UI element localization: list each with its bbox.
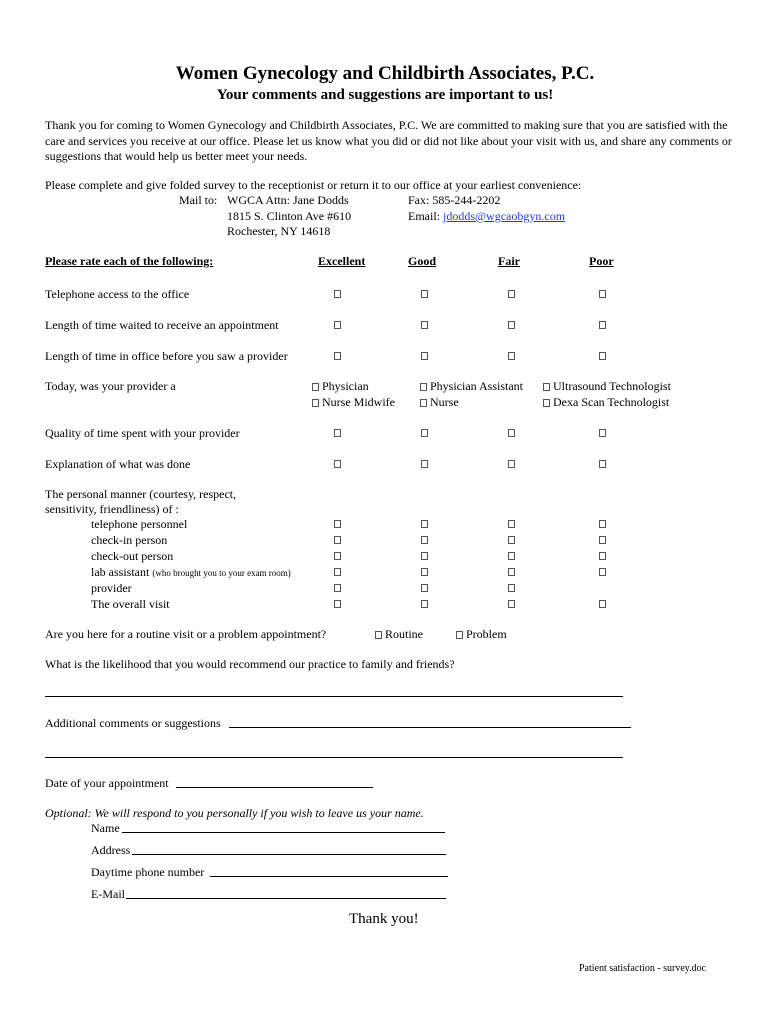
- checkbox[interactable]: [599, 460, 606, 468]
- checkbox[interactable]: [420, 383, 427, 391]
- checkbox[interactable]: [421, 429, 428, 437]
- option-nurse-midwife[interactable]: [312, 395, 395, 409]
- mail-line3: Rochester, NY 14618: [227, 224, 331, 238]
- comments-line-2[interactable]: [45, 757, 623, 758]
- email-field-label: E-Mail: [91, 887, 125, 901]
- checkbox[interactable]: [599, 429, 606, 437]
- mail-line1: WGCA Attn: Jane Dodds: [227, 193, 349, 207]
- mail-label: Mail to:: [179, 193, 218, 207]
- manner-lab-assistant: [91, 565, 291, 580]
- option-label: Physician: [322, 379, 369, 393]
- checkbox[interactable]: [375, 631, 382, 639]
- checkbox[interactable]: [421, 600, 428, 608]
- column-poor: Poor: [589, 254, 614, 268]
- question-telephone-access: Telephone access to the office: [45, 287, 190, 301]
- question-quality-time: Quality of time spent with your provider: [45, 426, 240, 440]
- checkbox[interactable]: [312, 383, 319, 391]
- checkbox[interactable]: [421, 568, 428, 576]
- checkbox[interactable]: [421, 290, 428, 298]
- checkbox[interactable]: [334, 568, 341, 576]
- checkbox[interactable]: [334, 290, 341, 298]
- checkbox[interactable]: [508, 321, 515, 329]
- manner-check-out-person: check-out person: [91, 549, 174, 563]
- lab-assistant-label: lab assistant: [91, 565, 153, 579]
- manner-telephone-personnel: telephone personnel: [91, 517, 188, 531]
- form-subtitle: Your comments and suggestions are important to us!: [216, 87, 554, 103]
- checkbox[interactable]: [421, 352, 428, 360]
- checkbox[interactable]: [508, 584, 515, 592]
- checkbox[interactable]: [334, 552, 341, 560]
- checkbox[interactable]: [599, 321, 606, 329]
- phone-field[interactable]: [210, 876, 448, 877]
- comments-line[interactable]: [229, 727, 631, 728]
- checkbox[interactable]: [599, 520, 606, 528]
- option-label: Dexa Scan Technologist: [553, 395, 670, 409]
- address-field[interactable]: [132, 854, 446, 855]
- question-office-wait: Length of time in office before you saw a provider: [45, 349, 288, 363]
- column-good: Good: [408, 254, 437, 268]
- checkbox[interactable]: [543, 383, 550, 391]
- checkbox[interactable]: [334, 520, 341, 528]
- option-label: Nurse Midwife: [322, 395, 395, 409]
- form-title: Women Gynecology and Childbirth Associates, P.C.: [175, 63, 595, 84]
- checkbox[interactable]: [421, 536, 428, 544]
- checkbox[interactable]: [334, 536, 341, 544]
- checkbox[interactable]: [599, 536, 606, 544]
- checkbox[interactable]: [508, 460, 515, 468]
- option-label: Ultrasound Technologist: [553, 379, 671, 393]
- column-excellent: Excellent: [318, 254, 366, 268]
- checkbox[interactable]: [599, 552, 606, 560]
- mail-line2: 1815 S. Clinton Ave #610: [227, 209, 352, 223]
- checkbox[interactable]: [599, 290, 606, 298]
- fax-number: Fax: 585-244-2202: [408, 193, 501, 207]
- appointment-date-field[interactable]: [176, 787, 373, 788]
- checkbox[interactable]: [334, 321, 341, 329]
- checkbox[interactable]: [543, 399, 550, 407]
- checkbox[interactable]: [508, 536, 515, 544]
- instructions-text: Please complete and give folded survey to the receptionist or return it to our office at your earliest convenience:: [45, 178, 582, 192]
- question-visit-type: Are you here for a routine visit or a problem appointment?: [45, 627, 327, 641]
- email-link[interactable]: jdodds@wgcaobgyn.com: [443, 209, 566, 223]
- phone-label: Daytime phone number: [91, 865, 205, 879]
- checkbox[interactable]: [420, 399, 427, 407]
- footer-filename: Patient satisfaction - survey.doc: [579, 963, 707, 974]
- option-ultrasound-technologist[interactable]: [543, 379, 671, 393]
- option-label: Routine: [385, 627, 423, 641]
- name-label: Name: [91, 821, 120, 835]
- checkbox[interactable]: [508, 290, 515, 298]
- name-field[interactable]: [122, 832, 445, 833]
- thank-you-text: Thank you!: [349, 911, 419, 927]
- option-label: Nurse: [430, 395, 459, 409]
- lab-assistant-note: (who brought you to your exam room): [152, 568, 291, 578]
- option-routine[interactable]: [375, 627, 423, 641]
- checkbox[interactable]: [421, 321, 428, 329]
- appointment-date-label: Date of your appointment: [45, 776, 169, 790]
- checkbox[interactable]: [334, 600, 341, 608]
- checkbox[interactable]: [508, 352, 515, 360]
- question-provider-type: Today, was your provider a: [45, 379, 176, 393]
- checkbox[interactable]: [421, 552, 428, 560]
- checkbox[interactable]: [508, 552, 515, 560]
- intro-paragraph: Thank you for coming to Women Gynecology and Childbirth Associates, P.C. We are committed to making sure that you are satisfied with the care and services you receive at our office. Please let us know what you did or did not like about your visit with us, and share any comments or suggestions that would help us better meet your needs.: [45, 118, 732, 163]
- option-dexa-scan-technologist[interactable]: [543, 395, 669, 409]
- checkbox[interactable]: [508, 520, 515, 528]
- checkbox[interactable]: [508, 568, 515, 576]
- checkbox[interactable]: [334, 584, 341, 592]
- option-nurse[interactable]: [420, 395, 459, 409]
- checkbox[interactable]: [334, 429, 341, 437]
- email-field[interactable]: [126, 898, 446, 899]
- checkbox[interactable]: [456, 631, 463, 639]
- email-label: Email:: [408, 209, 443, 223]
- checkbox[interactable]: [508, 429, 515, 437]
- checkbox[interactable]: [421, 584, 428, 592]
- checkbox[interactable]: [421, 460, 428, 468]
- question-personal-manner-line2: sensitivity, friendliness) of :: [45, 502, 179, 516]
- manner-check-in-person: check-in person: [91, 533, 168, 547]
- checkbox[interactable]: [334, 352, 341, 360]
- email-contact: [408, 209, 565, 223]
- question-appointment-wait: Length of time waited to receive an appointment: [45, 318, 279, 332]
- checkbox[interactable]: [334, 460, 341, 468]
- recommend-answer-line[interactable]: [45, 696, 623, 697]
- comments-label: Additional comments or suggestions: [45, 716, 221, 730]
- checkbox[interactable]: [599, 568, 606, 576]
- optional-note: Optional: We will respond to you personally if you wish to leave us your name.: [45, 806, 424, 820]
- column-fair: Fair: [498, 254, 520, 268]
- address-label: Address: [91, 843, 131, 857]
- option-label: Physician Assistant: [430, 379, 524, 393]
- checkbox[interactable]: [599, 600, 606, 608]
- checkbox[interactable]: [508, 600, 515, 608]
- option-problem[interactable]: [456, 627, 507, 641]
- question-recommend: What is the likelihood that you would recommend our practice to family and friends?: [45, 657, 455, 671]
- option-physician-assistant[interactable]: [420, 379, 523, 393]
- rating-prompt: Please rate each of the following:: [45, 254, 214, 268]
- manner-overall-visit: The overall visit: [91, 597, 170, 611]
- manner-provider: provider: [91, 581, 132, 595]
- question-explanation: Explanation of what was done: [45, 457, 191, 471]
- option-label: Problem: [466, 627, 507, 641]
- question-personal-manner-line1: The personal manner (courtesy, respect,: [45, 487, 237, 501]
- option-physician[interactable]: [312, 379, 369, 393]
- checkbox[interactable]: [599, 352, 606, 360]
- checkbox[interactable]: [312, 399, 319, 407]
- checkbox[interactable]: [421, 520, 428, 528]
